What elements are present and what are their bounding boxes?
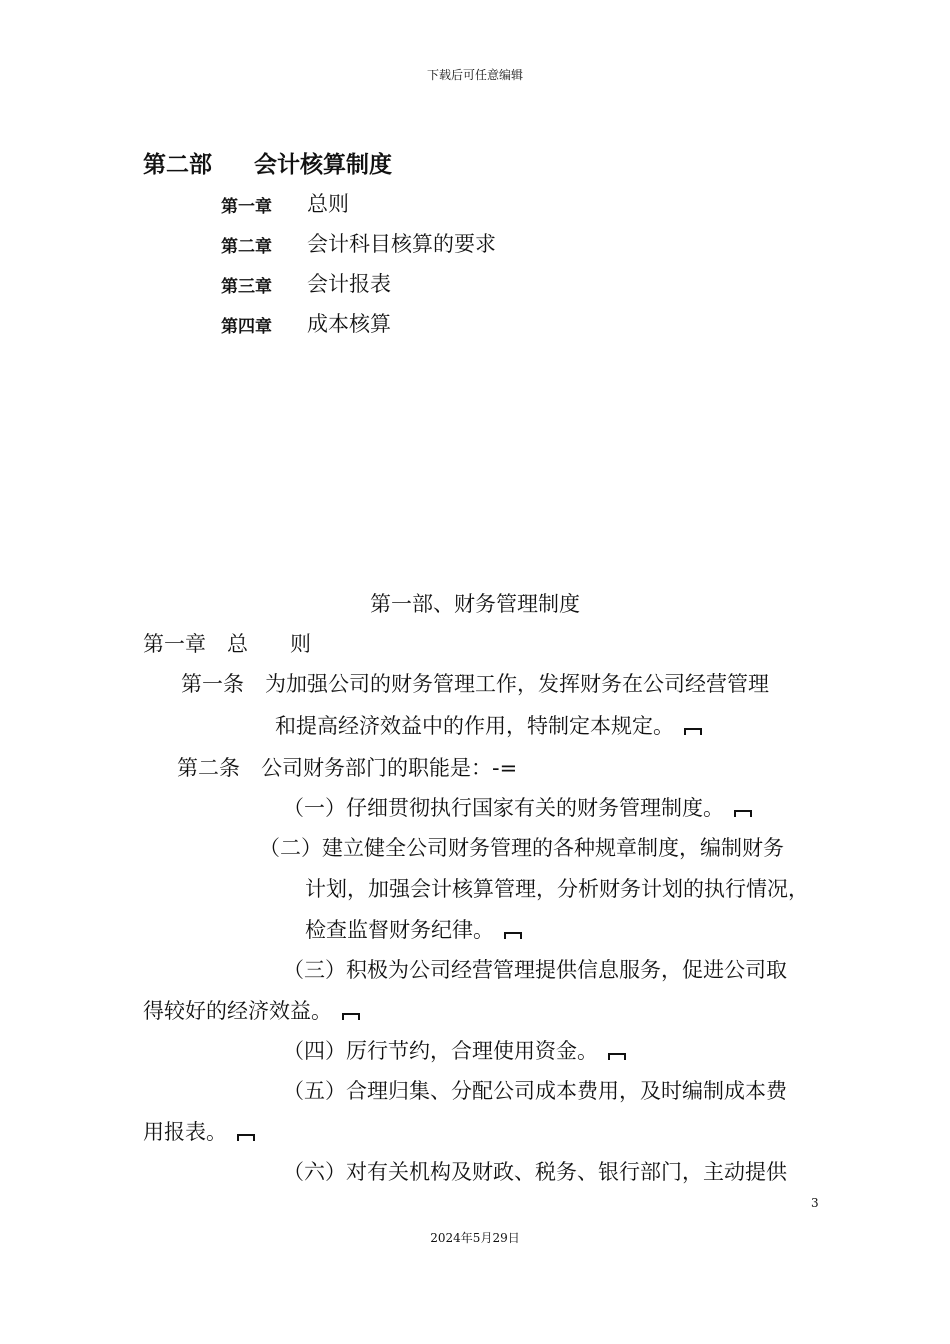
paragraph-mark-icon xyxy=(504,932,522,939)
part-two-heading xyxy=(143,146,392,179)
toc-chapter-4-label: 第四章 xyxy=(221,317,272,337)
part-two-title: 会计核算制度 xyxy=(254,152,392,178)
item-2-line-3: 检查监督财务纪律。 xyxy=(305,914,522,944)
article-2-line-1: 第二条 公司财务部门的职能是：-= xyxy=(177,756,518,780)
item-3-line-1: （三）积极为公司经营管理提供信息服务，促进公司取 xyxy=(283,958,787,982)
chapter-heading: 第一章 总 则 xyxy=(143,632,311,656)
item-1-line-1: （一）仔细贯彻执行国家有关的财务管理制度。 xyxy=(283,792,752,822)
toc-chapter-2-title: 会计科目核算的要求 xyxy=(307,232,496,256)
item-5-line-2: 用报表。 xyxy=(143,1116,255,1146)
toc-chapter-2-label: 第二章 xyxy=(221,237,272,257)
page-footer-date: 2024年5月29日 xyxy=(430,1231,520,1245)
item-2-line-2: 计划，加强会计核算管理，分析财务计划的执行情况， xyxy=(305,877,809,901)
toc-chapter-1-label: 第一章 xyxy=(221,197,272,217)
toc-chapter-4-title: 成本核算 xyxy=(307,312,391,336)
section-title: 第一部、财务管理制度 xyxy=(370,592,580,616)
paragraph-mark-icon xyxy=(342,1013,360,1020)
paragraph-mark-icon xyxy=(608,1053,626,1060)
toc-chapter-3-label: 第三章 xyxy=(221,277,272,297)
page-header: 下载后可任意编辑 xyxy=(426,68,523,82)
article-1-line-1: 第一条 为加强公司的财务管理工作，发挥财务在公司经营管理 xyxy=(181,672,769,696)
item-5-line-1: （五）合理归集、分配公司成本费用，及时编制成本费 xyxy=(283,1079,787,1103)
page-number: 3 xyxy=(811,1196,819,1210)
toc-chapter-1-title: 总则 xyxy=(307,192,349,216)
article-1-line-2: 和提高经济效益中的作用，特制定本规定。 xyxy=(275,710,702,740)
part-two-label: 第二部 xyxy=(143,152,212,178)
item-2-line-1: （二）建立健全公司财务管理的各种规章制度，编制财务 xyxy=(259,836,784,860)
paragraph-mark-icon xyxy=(237,1134,255,1141)
item-6-line-1: （六）对有关机构及财政、税务、银行部门，主动提供 xyxy=(283,1160,787,1184)
paragraph-mark-icon xyxy=(734,810,752,817)
item-3-line-2: 得较好的经济效益。 xyxy=(143,995,360,1025)
toc-chapter-3-title: 会计报表 xyxy=(307,272,391,296)
paragraph-mark-icon xyxy=(684,728,702,735)
item-4-line-1: （四）厉行节约，合理使用资金。 xyxy=(283,1035,626,1065)
